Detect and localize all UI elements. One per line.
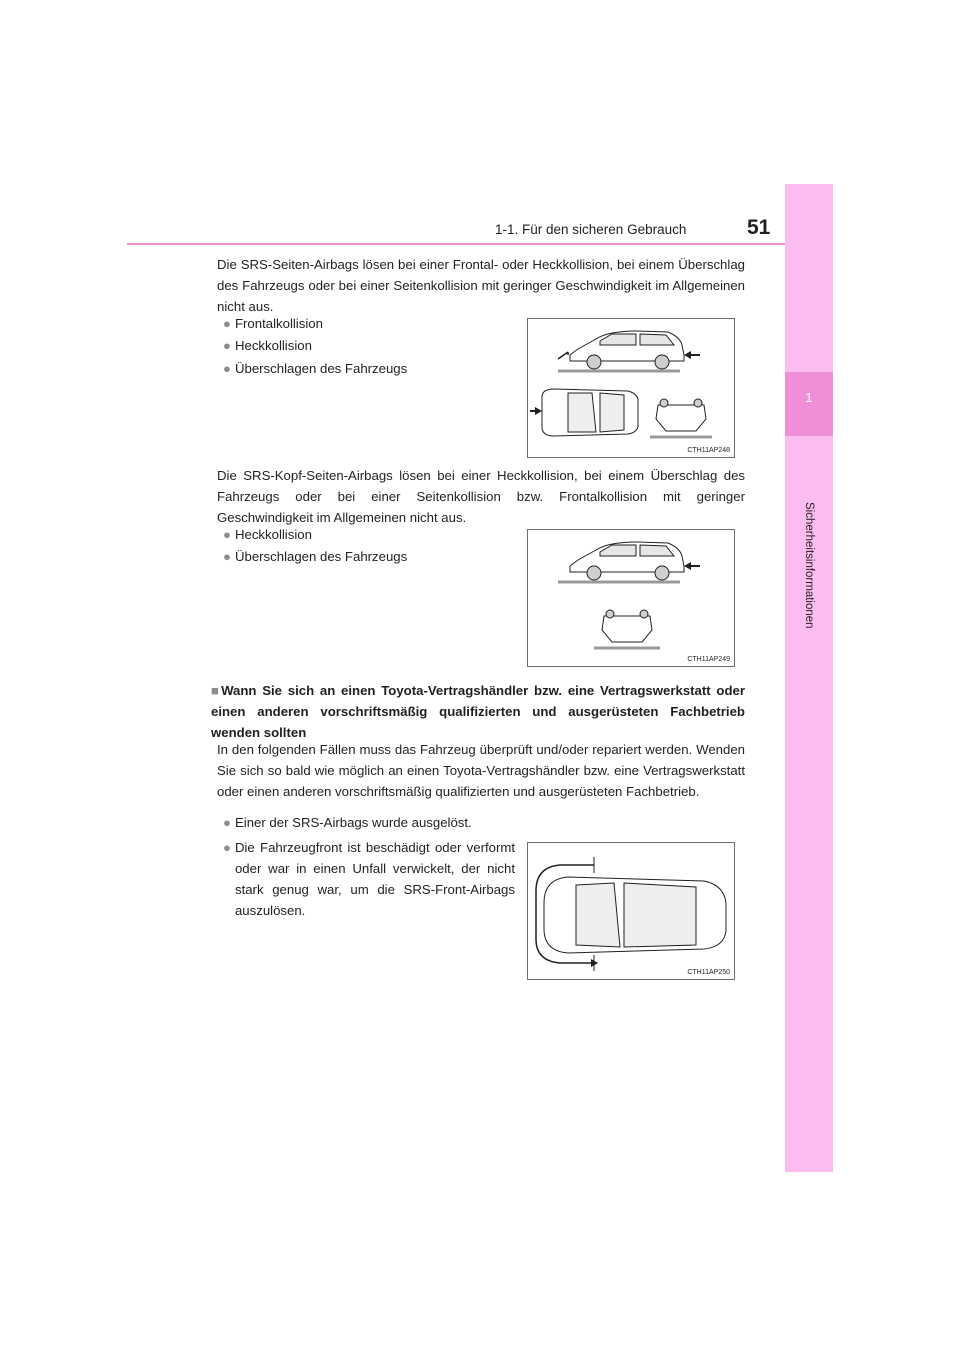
- list-item: ● Überschlagen des Fahrzeugs: [223, 361, 408, 376]
- list-item: ● Überschlagen des Fahrzeugs: [223, 549, 408, 564]
- car-collision-illustration: [528, 530, 734, 666]
- list-item: ● Die Fahrzeugfront ist beschädigt oder verformt oder war in einen Unfall verwickelt, der nicht stark genug war, um die SRS-Front-Airbags auszulösen.: [223, 837, 515, 921]
- figure-collision-types-1: [527, 318, 735, 458]
- chapter-marker: [785, 372, 833, 436]
- list-item: ● Heckkollision: [223, 338, 312, 353]
- figure-code: CTH11AP249: [687, 656, 730, 663]
- figure-collision-types-2: [527, 529, 735, 667]
- list-item: ● Heckkollision: [223, 527, 312, 542]
- figure-code: CTH11AP250: [687, 969, 730, 976]
- bullet-dot-icon: ●: [223, 840, 231, 855]
- page-number: 51: [747, 216, 771, 239]
- bullet-dot-icon: ●: [223, 549, 231, 564]
- chapter-side-tab: [785, 184, 833, 1172]
- paragraph-curtain-airbags: Die SRS-Kopf-Seiten-Airbags lösen bei einer Heckkollision, bei einem Überschlag des Fahrzeugs oder bei einer Seitenkollision bzw. Frontalkollision mit geringer Geschwindigkeit im Allgemeinen nicht aus.: [217, 468, 745, 525]
- list-item: ● Frontalkollision: [223, 316, 323, 331]
- bullet-dot-icon: ●: [223, 338, 231, 353]
- section-heading: ■Wann Sie sich an einen Toyota-Vertragshändler bzw. eine Vertragswerkstatt oder einen anderen vorschriftsmäßig qualifizierten und ausgerüsteten Fachbetrieb wenden sollten: [211, 683, 745, 740]
- bullet-dot-icon: ●: [223, 316, 231, 331]
- bullet-dot-icon: ●: [223, 815, 231, 830]
- figure-front-damage-area: [527, 842, 735, 980]
- chapter-title: Sicherheitsinformationen: [803, 502, 815, 629]
- paragraph-dealer-info: In den folgenden Fällen muss das Fahrzeug überprüft und/oder repariert werden. Wenden Sie sich so bald wie möglich an einen Toyota-Vertragshändler bzw. eine Vertragswerkstatt oder einen anderen vorschriftsmäßig qualifizierten und ausgerüsteten Fachbetrieb.: [217, 742, 745, 799]
- list-item: ● Einer der SRS-Airbags wurde ausgelöst.: [223, 815, 472, 830]
- chapter-number: 1: [805, 390, 813, 405]
- bullet-dot-icon: ●: [223, 527, 231, 542]
- square-bullet-icon: ■: [211, 683, 222, 698]
- section-title: 1-1. Für den sicheren Gebrauch: [495, 222, 687, 237]
- header-rule: [127, 243, 785, 245]
- car-collision-illustration: [528, 319, 734, 457]
- figure-code: CTH11AP248: [687, 447, 730, 454]
- paragraph-side-airbags: Die SRS-Seiten-Airbags lösen bei einer Frontal- oder Heckkollision, bei einem Überschlag des Fahrzeugs oder bei einer Seitenkollision mit geringer Geschwindigkeit im Allgemeinen nicht aus.: [217, 257, 745, 314]
- car-top-view-illustration: [528, 843, 734, 979]
- bullet-dot-icon: ●: [223, 361, 231, 376]
